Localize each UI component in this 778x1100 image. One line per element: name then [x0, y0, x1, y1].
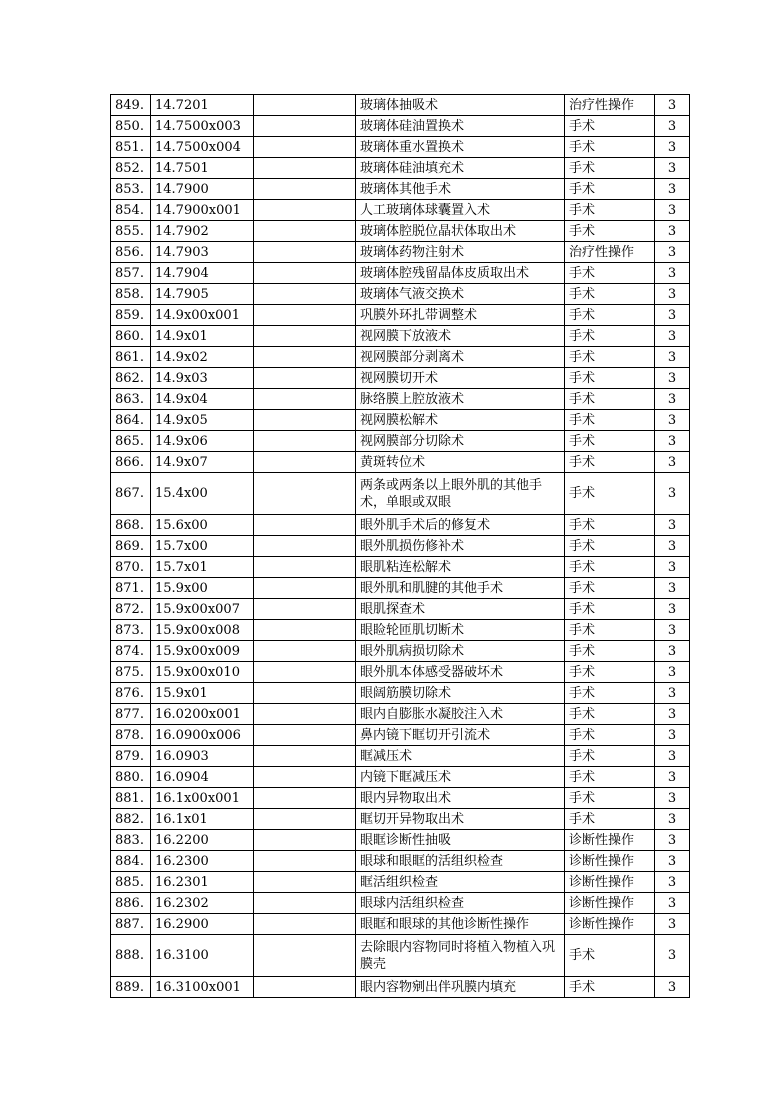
- procedure-type: 手术: [565, 284, 655, 305]
- procedure-type: 手术: [565, 431, 655, 452]
- blank-cell: [254, 347, 356, 368]
- row-number: 888.: [111, 935, 151, 977]
- procedure-type: 手术: [565, 452, 655, 473]
- row-number: 870.: [111, 557, 151, 578]
- procedure-name: 眼阔筋膜切除术: [356, 683, 565, 704]
- procedure-code: 15.9x00x010: [151, 662, 254, 683]
- procedure-type: 手术: [565, 389, 655, 410]
- procedure-name: 去除眼内容物同时将植入物植入巩膜壳: [356, 935, 565, 977]
- procedure-level: 3: [655, 662, 690, 683]
- procedure-type: 手术: [565, 704, 655, 725]
- blank-cell: [254, 515, 356, 536]
- procedure-level: 3: [655, 368, 690, 389]
- row-number: 876.: [111, 683, 151, 704]
- blank-cell: [254, 536, 356, 557]
- row-number: 850.: [111, 116, 151, 137]
- row-number: 854.: [111, 200, 151, 221]
- table-row: [111, 872, 690, 893]
- row-number: 866.: [111, 452, 151, 473]
- table-body: [111, 95, 690, 998]
- row-number: 857.: [111, 263, 151, 284]
- blank-cell: [254, 116, 356, 137]
- blank-cell: [254, 200, 356, 221]
- table-row: [111, 158, 690, 179]
- table-row: [111, 599, 690, 620]
- procedure-code: 14.7905: [151, 284, 254, 305]
- blank-cell: [254, 389, 356, 410]
- table-row: [111, 263, 690, 284]
- procedure-type: 手术: [565, 263, 655, 284]
- procedure-code: 14.7900: [151, 179, 254, 200]
- row-number: 863.: [111, 389, 151, 410]
- procedure-name: 两条或两条以上眼外肌的其他手术，单眼或双眼: [356, 473, 565, 515]
- table-row: [111, 515, 690, 536]
- table-row: [111, 452, 690, 473]
- blank-cell: [254, 977, 356, 998]
- procedure-name: 玻璃体气液交换术: [356, 284, 565, 305]
- blank-cell: [254, 578, 356, 599]
- blank-cell: [254, 326, 356, 347]
- procedure-type: 手术: [565, 116, 655, 137]
- table-row: [111, 914, 690, 935]
- table-row: [111, 809, 690, 830]
- blank-cell: [254, 641, 356, 662]
- procedure-code: 16.0200x001: [151, 704, 254, 725]
- table-row: [111, 116, 690, 137]
- procedure-level: 3: [655, 305, 690, 326]
- procedure-type: 诊断性操作: [565, 914, 655, 935]
- table-row: [111, 305, 690, 326]
- procedure-code: 16.1x00x001: [151, 788, 254, 809]
- procedure-table: [110, 94, 690, 998]
- procedure-level: 3: [655, 536, 690, 557]
- table-row: [111, 641, 690, 662]
- blank-cell: [254, 431, 356, 452]
- procedure-level: 3: [655, 200, 690, 221]
- row-number: 885.: [111, 872, 151, 893]
- table-row: [111, 221, 690, 242]
- row-number: 879.: [111, 746, 151, 767]
- blank-cell: [254, 704, 356, 725]
- blank-cell: [254, 893, 356, 914]
- procedure-code: 15.9x00x008: [151, 620, 254, 641]
- procedure-level: 3: [655, 809, 690, 830]
- procedure-level: 3: [655, 578, 690, 599]
- procedure-code: 15.9x00: [151, 578, 254, 599]
- procedure-type: 治疗性操作: [565, 242, 655, 263]
- procedure-code: 14.7501: [151, 158, 254, 179]
- procedure-name: 眶活组织检查: [356, 872, 565, 893]
- row-number: 851.: [111, 137, 151, 158]
- table-row: [111, 977, 690, 998]
- procedure-level: 3: [655, 347, 690, 368]
- blank-cell: [254, 368, 356, 389]
- table-row: [111, 830, 690, 851]
- row-number: 875.: [111, 662, 151, 683]
- procedure-name: 眼球内活组织检查: [356, 893, 565, 914]
- row-number: 889.: [111, 977, 151, 998]
- procedure-code: 15.7x01: [151, 557, 254, 578]
- table-row: [111, 557, 690, 578]
- row-number: 873.: [111, 620, 151, 641]
- procedure-type: 手术: [565, 641, 655, 662]
- row-number: 855.: [111, 221, 151, 242]
- procedure-name: 眼内容物剜出伴巩膜内填充: [356, 977, 565, 998]
- procedure-level: 3: [655, 326, 690, 347]
- procedure-name: 眼外肌手术后的修复术: [356, 515, 565, 536]
- table-row: [111, 95, 690, 116]
- table-row: [111, 725, 690, 746]
- row-number: 878.: [111, 725, 151, 746]
- procedure-code: 16.3100: [151, 935, 254, 977]
- blank-cell: [254, 221, 356, 242]
- procedure-code: 14.7500x003: [151, 116, 254, 137]
- table-row: [111, 347, 690, 368]
- procedure-code: 16.2900: [151, 914, 254, 935]
- row-number: 874.: [111, 641, 151, 662]
- blank-cell: [254, 872, 356, 893]
- row-number: 884.: [111, 851, 151, 872]
- blank-cell: [254, 242, 356, 263]
- procedure-name: 内镜下眶减压术: [356, 767, 565, 788]
- procedure-name: 黄斑转位术: [356, 452, 565, 473]
- procedure-code: 16.0904: [151, 767, 254, 788]
- procedure-code: 16.3100x001: [151, 977, 254, 998]
- procedure-level: 3: [655, 179, 690, 200]
- table-row: [111, 620, 690, 641]
- procedure-level: 3: [655, 557, 690, 578]
- procedure-type: 手术: [565, 305, 655, 326]
- procedure-type: 诊断性操作: [565, 830, 655, 851]
- procedure-type: 诊断性操作: [565, 893, 655, 914]
- table-row: [111, 788, 690, 809]
- row-number: 881.: [111, 788, 151, 809]
- blank-cell: [254, 620, 356, 641]
- procedure-code: 14.7900x001: [151, 200, 254, 221]
- blank-cell: [254, 746, 356, 767]
- blank-cell: [254, 935, 356, 977]
- blank-cell: [254, 599, 356, 620]
- procedure-name: 玻璃体硅油置换术: [356, 116, 565, 137]
- blank-cell: [254, 158, 356, 179]
- blank-cell: [254, 683, 356, 704]
- procedure-level: 3: [655, 788, 690, 809]
- row-number: 865.: [111, 431, 151, 452]
- procedure-code: 16.1x01: [151, 809, 254, 830]
- procedure-type: 手术: [565, 473, 655, 515]
- table-row: [111, 389, 690, 410]
- table-row: [111, 536, 690, 557]
- row-number: 867.: [111, 473, 151, 515]
- procedure-code: 15.7x00: [151, 536, 254, 557]
- table-row: [111, 410, 690, 431]
- procedure-type: 手术: [565, 599, 655, 620]
- procedure-level: 3: [655, 620, 690, 641]
- row-number: 853.: [111, 179, 151, 200]
- blank-cell: [254, 725, 356, 746]
- procedure-level: 3: [655, 95, 690, 116]
- procedure-name: 眼外肌病损切除术: [356, 641, 565, 662]
- procedure-name: 眶减压术: [356, 746, 565, 767]
- procedure-type: 手术: [565, 977, 655, 998]
- procedure-code: 15.6x00: [151, 515, 254, 536]
- row-number: 860.: [111, 326, 151, 347]
- table-row: [111, 578, 690, 599]
- procedure-code: 16.2200: [151, 830, 254, 851]
- table-row: [111, 326, 690, 347]
- procedure-level: 3: [655, 599, 690, 620]
- procedure-level: 3: [655, 767, 690, 788]
- procedure-name: 眼内自膨胀水凝胶注入术: [356, 704, 565, 725]
- procedure-type: 手术: [565, 179, 655, 200]
- procedure-name: 玻璃体抽吸术: [356, 95, 565, 116]
- table-row: [111, 242, 690, 263]
- procedure-level: 3: [655, 872, 690, 893]
- row-number: 877.: [111, 704, 151, 725]
- procedure-type: 手术: [565, 683, 655, 704]
- table-row: [111, 851, 690, 872]
- procedure-name: 眼肌探查术: [356, 599, 565, 620]
- procedure-code: 14.9x00x001: [151, 305, 254, 326]
- row-number: 859.: [111, 305, 151, 326]
- procedure-type: 手术: [565, 200, 655, 221]
- procedure-name: 玻璃体腔残留晶体皮质取出术: [356, 263, 565, 284]
- row-number: 858.: [111, 284, 151, 305]
- procedure-type: 手术: [565, 515, 655, 536]
- blank-cell: [254, 137, 356, 158]
- procedure-name: 视网膜切开术: [356, 368, 565, 389]
- procedure-name: 眼肌粘连松解术: [356, 557, 565, 578]
- procedure-code: 14.7201: [151, 95, 254, 116]
- procedure-code: 14.7902: [151, 221, 254, 242]
- procedure-code: 14.7904: [151, 263, 254, 284]
- procedure-level: 3: [655, 704, 690, 725]
- procedure-type: 手术: [565, 620, 655, 641]
- table-row: [111, 368, 690, 389]
- table-row: [111, 746, 690, 767]
- procedure-name: 眼睑轮匝肌切断术: [356, 620, 565, 641]
- procedure-level: 3: [655, 137, 690, 158]
- procedure-name: 眼内异物取出术: [356, 788, 565, 809]
- procedure-level: 3: [655, 893, 690, 914]
- procedure-name: 鼻内镜下眶切开引流术: [356, 725, 565, 746]
- procedure-type: 手术: [565, 935, 655, 977]
- procedure-level: 3: [655, 746, 690, 767]
- procedure-level: 3: [655, 977, 690, 998]
- procedure-type: 手术: [565, 158, 655, 179]
- procedure-code: 16.0900x006: [151, 725, 254, 746]
- procedure-code: 14.9x03: [151, 368, 254, 389]
- table-row: [111, 179, 690, 200]
- row-number: 856.: [111, 242, 151, 263]
- table-row: [111, 767, 690, 788]
- procedure-code: 16.2301: [151, 872, 254, 893]
- procedure-type: 手术: [565, 221, 655, 242]
- procedure-level: 3: [655, 641, 690, 662]
- blank-cell: [254, 179, 356, 200]
- table-row: [111, 137, 690, 158]
- table-row: [111, 935, 690, 977]
- row-number: 869.: [111, 536, 151, 557]
- procedure-code: 14.9x02: [151, 347, 254, 368]
- procedure-code: 15.9x00x007: [151, 599, 254, 620]
- row-number: 871.: [111, 578, 151, 599]
- procedure-type: 手术: [565, 809, 655, 830]
- blank-cell: [254, 452, 356, 473]
- procedure-level: 3: [655, 263, 690, 284]
- procedure-name: 玻璃体腔脱位晶状体取出术: [356, 221, 565, 242]
- procedure-level: 3: [655, 830, 690, 851]
- procedure-level: 3: [655, 851, 690, 872]
- procedure-code: 15.4x00: [151, 473, 254, 515]
- procedure-type: 诊断性操作: [565, 872, 655, 893]
- row-number: 886.: [111, 893, 151, 914]
- row-number: 861.: [111, 347, 151, 368]
- procedure-code: 14.7903: [151, 242, 254, 263]
- procedure-type: 手术: [565, 578, 655, 599]
- row-number: 882.: [111, 809, 151, 830]
- procedure-level: 3: [655, 473, 690, 515]
- procedure-code: 15.9x00x009: [151, 641, 254, 662]
- blank-cell: [254, 767, 356, 788]
- procedure-type: 手术: [565, 788, 655, 809]
- procedure-name: 眼眶诊断性抽吸: [356, 830, 565, 851]
- procedure-name: 眼外肌损伤修补术: [356, 536, 565, 557]
- row-number: 864.: [111, 410, 151, 431]
- procedure-level: 3: [655, 515, 690, 536]
- table-row: [111, 893, 690, 914]
- procedure-type: 治疗性操作: [565, 95, 655, 116]
- procedure-code: 14.7500x004: [151, 137, 254, 158]
- table-row: [111, 200, 690, 221]
- procedure-code: 16.2300: [151, 851, 254, 872]
- procedure-name: 视网膜部分切除术: [356, 431, 565, 452]
- procedure-level: 3: [655, 914, 690, 935]
- procedure-type: 手术: [565, 557, 655, 578]
- procedure-type: 手术: [565, 347, 655, 368]
- row-number: 868.: [111, 515, 151, 536]
- procedure-name: 视网膜下放液术: [356, 326, 565, 347]
- blank-cell: [254, 410, 356, 431]
- procedure-code: 14.9x07: [151, 452, 254, 473]
- procedure-level: 3: [655, 410, 690, 431]
- procedure-level: 3: [655, 725, 690, 746]
- procedure-name: 玻璃体重水置换术: [356, 137, 565, 158]
- procedure-type: 诊断性操作: [565, 851, 655, 872]
- procedure-name: 视网膜松解术: [356, 410, 565, 431]
- row-number: 862.: [111, 368, 151, 389]
- procedure-name: 眶切开异物取出术: [356, 809, 565, 830]
- blank-cell: [254, 95, 356, 116]
- procedure-name: 玻璃体药物注射术: [356, 242, 565, 263]
- procedure-level: 3: [655, 242, 690, 263]
- procedure-code: 14.9x06: [151, 431, 254, 452]
- table-row: [111, 683, 690, 704]
- procedure-level: 3: [655, 683, 690, 704]
- procedure-level: 3: [655, 935, 690, 977]
- procedure-name: 眼外肌本体感受器破坏术: [356, 662, 565, 683]
- procedure-type: 手术: [565, 368, 655, 389]
- row-number: 887.: [111, 914, 151, 935]
- procedure-type: 手术: [565, 137, 655, 158]
- procedure-type: 手术: [565, 410, 655, 431]
- row-number: 852.: [111, 158, 151, 179]
- blank-cell: [254, 305, 356, 326]
- table-row: [111, 662, 690, 683]
- procedure-code: 16.0903: [151, 746, 254, 767]
- procedure-level: 3: [655, 158, 690, 179]
- procedure-level: 3: [655, 452, 690, 473]
- procedure-code: 16.2302: [151, 893, 254, 914]
- blank-cell: [254, 662, 356, 683]
- procedure-name: 巩膜外环扎带调整术: [356, 305, 565, 326]
- procedure-name: 玻璃体其他手术: [356, 179, 565, 200]
- table-row: [111, 473, 690, 515]
- row-number: 849.: [111, 95, 151, 116]
- procedure-type: 手术: [565, 536, 655, 557]
- procedure-name: 人工玻璃体球囊置入术: [356, 200, 565, 221]
- procedure-level: 3: [655, 284, 690, 305]
- procedure-type: 手术: [565, 326, 655, 347]
- procedure-level: 3: [655, 116, 690, 137]
- procedure-type: 手术: [565, 725, 655, 746]
- procedure-code: 15.9x01: [151, 683, 254, 704]
- procedure-name: 眼外肌和肌腱的其他手术: [356, 578, 565, 599]
- blank-cell: [254, 263, 356, 284]
- blank-cell: [254, 284, 356, 305]
- procedure-level: 3: [655, 389, 690, 410]
- table-row: [111, 284, 690, 305]
- procedure-code: 14.9x04: [151, 389, 254, 410]
- procedure-type: 手术: [565, 767, 655, 788]
- blank-cell: [254, 557, 356, 578]
- procedure-name: 眼球和眼眶的活组织检查: [356, 851, 565, 872]
- procedure-level: 3: [655, 431, 690, 452]
- row-number: 883.: [111, 830, 151, 851]
- table-row: [111, 704, 690, 725]
- table-row: [111, 431, 690, 452]
- blank-cell: [254, 851, 356, 872]
- blank-cell: [254, 473, 356, 515]
- blank-cell: [254, 809, 356, 830]
- procedure-name: 眼眶和眼球的其他诊断性操作: [356, 914, 565, 935]
- row-number: 872.: [111, 599, 151, 620]
- procedure-name: 视网膜部分剥离术: [356, 347, 565, 368]
- procedure-name: 玻璃体硅油填充术: [356, 158, 565, 179]
- blank-cell: [254, 788, 356, 809]
- procedure-level: 3: [655, 221, 690, 242]
- procedure-code: 14.9x01: [151, 326, 254, 347]
- blank-cell: [254, 830, 356, 851]
- procedure-type: 手术: [565, 746, 655, 767]
- procedure-code: 14.9x05: [151, 410, 254, 431]
- blank-cell: [254, 914, 356, 935]
- procedure-type: 手术: [565, 662, 655, 683]
- row-number: 880.: [111, 767, 151, 788]
- procedure-name: 脉络膜上腔放液术: [356, 389, 565, 410]
